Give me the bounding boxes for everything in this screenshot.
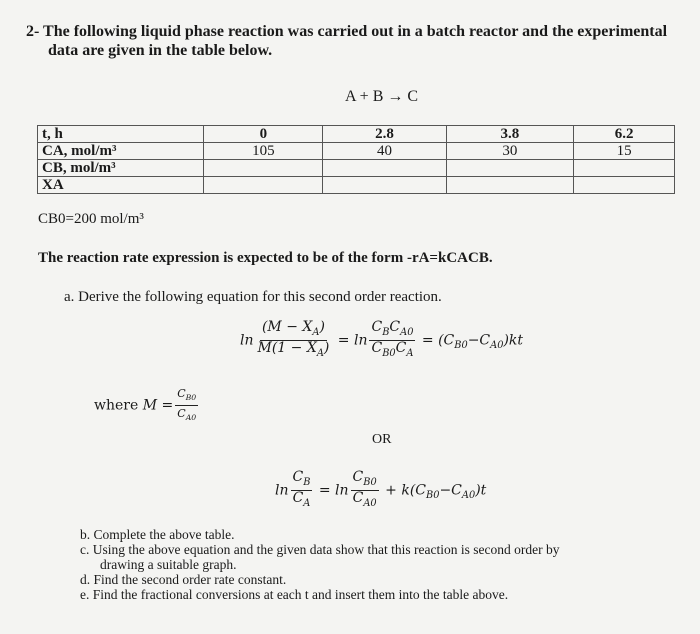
table-row	[38, 177, 675, 194]
table-cell: 6.2	[574, 126, 675, 143]
table-cell: 3.8	[446, 126, 574, 143]
where-definition: where M = $\frac{C_{B0}}{C_{A0}}$	[94, 387, 197, 423]
part-c-text: c. Using the above equation and the given data show that this reaction is second order by	[80, 542, 560, 557]
question-number: 2-	[26, 23, 40, 40]
table-cell-empty[interactable]	[446, 177, 574, 194]
table-cell: 40	[323, 143, 446, 160]
table-cell-empty[interactable]	[204, 160, 323, 177]
table-row	[38, 143, 675, 160]
equation-1: ln $\frac{(M - X_A)}{M(1 - X_A)}$ = ln $\frac{C_BC_{A0}}{C_{B0}C_A}$ = $(C_{B0}-C_{A0})kt$	[240, 319, 524, 359]
table-cell-empty[interactable]	[204, 177, 323, 194]
where-label: where	[94, 397, 139, 414]
cb0-value: CB0=200 mol/m³	[38, 211, 144, 227]
data-table	[37, 125, 675, 194]
table-cell: 2.8	[323, 126, 446, 143]
table-cell-empty[interactable]	[323, 160, 446, 177]
table-cell-empty[interactable]	[323, 177, 446, 194]
equation-2: ln $\frac{C_B}{C_A}$ = ln $\frac{C_{B0}}{C_{A0}}$ + $k(C_{B0}-C_{A0})t$	[275, 469, 487, 509]
reaction-equation: A + B → C	[345, 88, 419, 105]
part-b-text: b. Complete the above table.	[80, 527, 235, 542]
part-d-text: d. Find the second order rate constant.	[80, 572, 287, 587]
row-label-cb: CB, mol/m³	[38, 160, 204, 177]
rate-expression-statement: The reaction rate expression is expected to be of the form -rA=kCACB.	[38, 250, 493, 266]
table-cell-empty[interactable]	[446, 160, 574, 177]
row-label-ca: CA, mol/m³	[38, 143, 204, 160]
or-label: OR	[372, 432, 392, 447]
table-cell-empty[interactable]	[574, 160, 675, 177]
table-row	[38, 126, 675, 143]
part-e-text: e. Find the fractional conversions at each t and insert them into the table above.	[80, 587, 509, 602]
table-cell: 0	[204, 126, 323, 143]
table-cell-empty[interactable]	[574, 177, 675, 194]
question-parts	[80, 527, 680, 602]
part-a-text: a. Derive the following equation for this second order reaction.	[64, 289, 442, 305]
table-cell: 105	[204, 143, 323, 160]
question-text-line2: data are given in the table below.	[48, 42, 273, 59]
table-cell: 15	[574, 143, 675, 160]
part-c-text-cont: drawing a suitable graph.	[100, 557, 237, 572]
table-row	[38, 160, 675, 177]
row-label-xa: XA	[38, 177, 204, 194]
row-label-time: t, h	[38, 126, 204, 143]
table-cell: 30	[446, 143, 574, 160]
question-text-line1: The following liquid phase reaction was carried out in a batch reactor and the experimental	[43, 23, 668, 40]
question-title	[26, 22, 686, 60]
